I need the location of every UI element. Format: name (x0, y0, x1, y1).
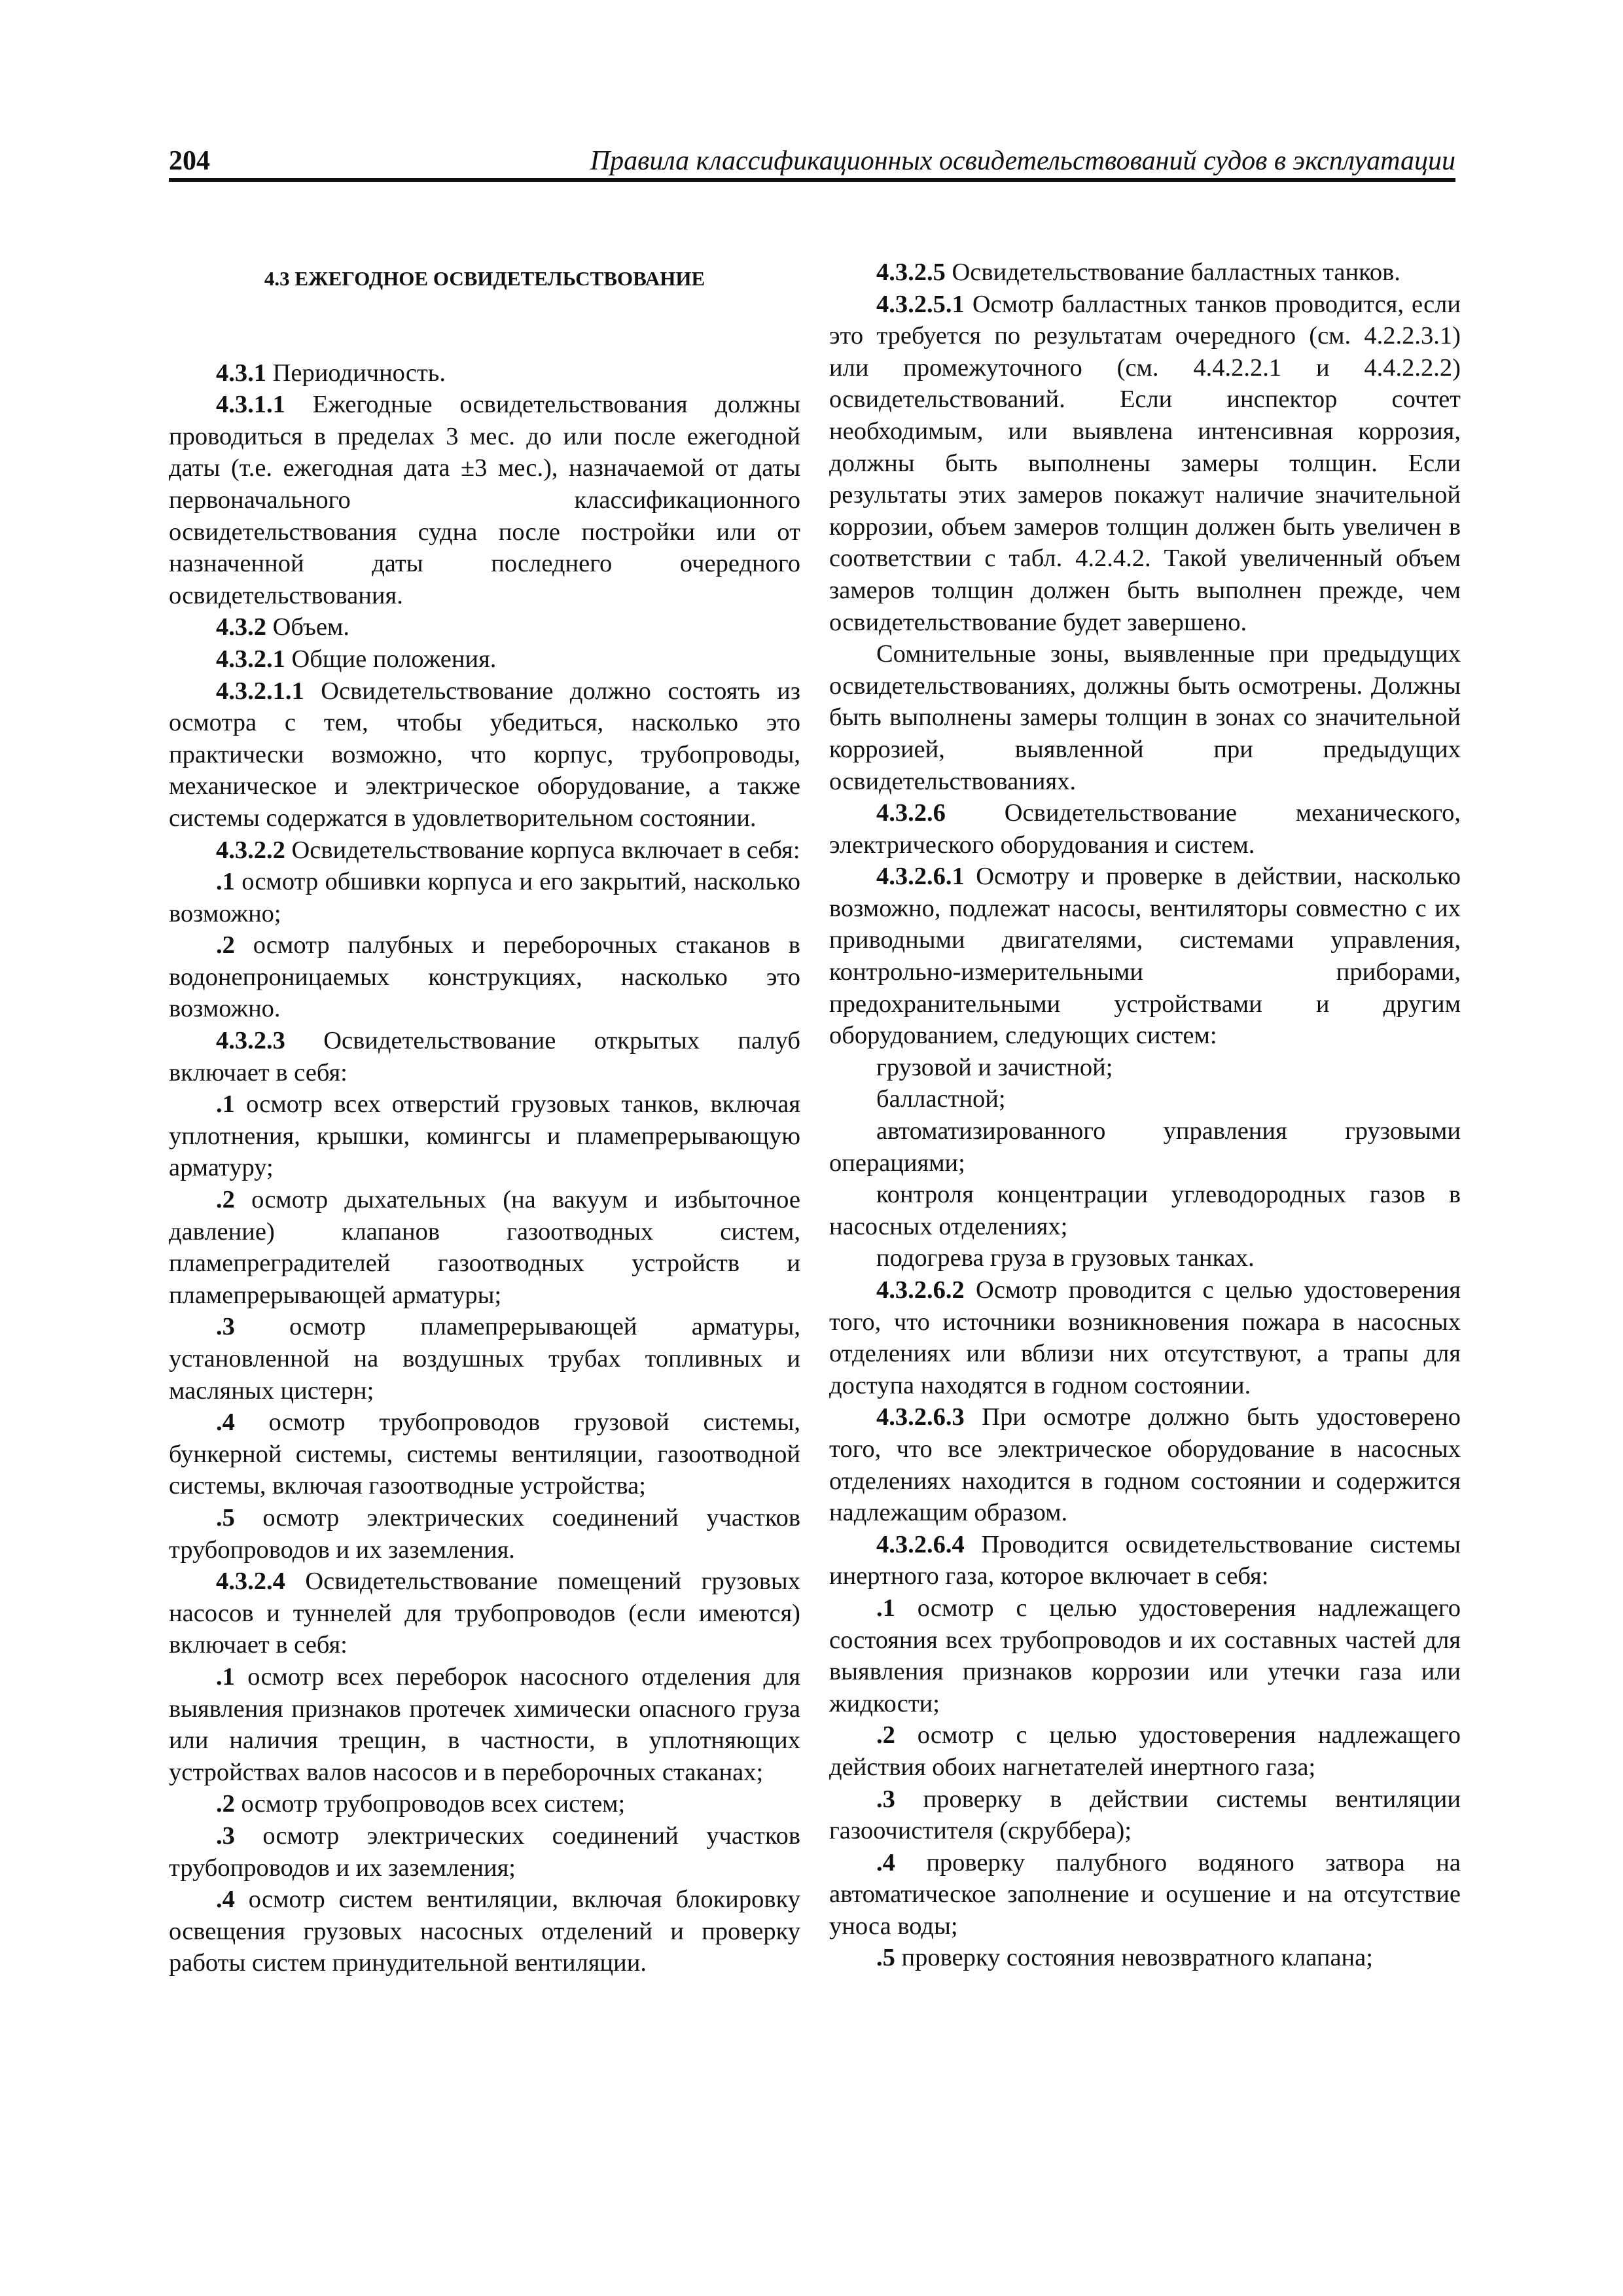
clause-number: .5 (216, 1503, 235, 1532)
clause-number: 4.3.2.5.1 (876, 290, 965, 318)
paragraph (829, 1274, 1461, 1401)
left-column (169, 257, 800, 1979)
page-header (169, 131, 1455, 182)
paragraph (169, 1820, 800, 1884)
paragraph-text: Осмотр балластных танков проводится, если это требуется по результатам очередного (см. 4.2.2.3.1) или промежуточного (см. 4.4.2.2.1 и 4.4.2.2.2) освидетельствований. Если инспектор сочтет необходимым, или выявлена интенсивная коррозия, должны быть выполнены замеры толщин. Если результаты этих замеров покажут наличие значительной коррозии, объем замеров толщин должен быть увеличен в соответствии с табл. 4.2.4.2. Такой увеличенный объем замеров толщин должен быть выполнен прежде, чем освидетельствование будет завершено. (829, 290, 1461, 636)
page-number: 204 (169, 146, 210, 176)
paragraph (829, 1083, 1461, 1115)
paragraph-text: Освидетельствование открытых палуб включает в себя: (169, 1027, 800, 1086)
paragraph-text: автоматизированного управления грузовыми операциями; (829, 1117, 1461, 1177)
paragraph-text: осмотр электрических соединений участков трубопроводов и их заземления; (169, 1821, 800, 1882)
paragraph-text: осмотр всех отверстий грузовых танков, включая уплотнения, крышки, комингсы и пламепрерывающую арматуру; (169, 1090, 800, 1182)
paragraph-text: осмотр с целью удостоверения надлежащего действия обоих нагнетателей инертного газа; (829, 1721, 1461, 1781)
paragraph-text: Осмотру и проверке в действии, насколько возможно, подлежат насосы, вентиляторы совместно с их приводными двигателями, системами управления, контрольно-измерительными приборами, предохранительными устройствами и другим оборудованием, следующих систем: (829, 863, 1461, 1050)
paragraph-text: грузовой и зачистной; (876, 1053, 1113, 1081)
paragraph-text: проверку в действии системы вентиляции газоочистителя (скруббера); (829, 1785, 1461, 1845)
clause-number: .3 (876, 1785, 895, 1813)
paragraph-text: осмотр электрических соединений участков трубопроводов и их заземления. (169, 1503, 800, 1564)
clause-number: 4.3.2 (216, 613, 266, 641)
paragraph (829, 289, 1461, 639)
clause-number: 4.3.2.6.3 (876, 1403, 965, 1431)
clause-number: 4.3.2.5 (876, 259, 946, 286)
clause-number: .4 (216, 1408, 235, 1437)
paragraph-text: осмотр трубопроводов грузовой системы, бункерной системы, системы вентиляции, газоотводной системы, включая газоотводные устройства; (169, 1408, 800, 1500)
paragraph (829, 638, 1461, 797)
running-title: Правила классификационных освидетельствований судов в эксплуатации (590, 146, 1455, 176)
paragraph (169, 357, 800, 389)
clause-number: 4.3.2.1 (216, 645, 285, 673)
paragraph-text: осмотр всех переборок насосного отделения для выявления признаков протечек химически опасного груза или наличия трещин, в частности, в уплотняющих устройствах валов насосов и в переборочных стаканах; (169, 1662, 800, 1786)
paragraph (169, 929, 800, 1025)
paragraph-text: осмотр обшивки корпуса и его закрытий, насколько возможно; (169, 868, 800, 927)
paragraph (169, 1088, 800, 1184)
clause-number: 4.3.1.1 (216, 391, 285, 419)
paragraph (829, 1052, 1461, 1084)
paragraph-text: Осмотр проводится с целью удостоверения того, что источники возникновения пожара в насосных отделениях или вблизи них отсутствуют, а трапы для доступа находятся в годном состоянии. (829, 1276, 1461, 1399)
paragraph-text: Освидетельствование механического, электрического оборудования и систем. (829, 799, 1461, 859)
paragraph-text: Сомнительные зоны, выявленные при предыдущих освидетельствованиях, должны быть осмотрены. Должны быть выполнены замеры толщин в зонах со значительной коррозией, выявленной при предыдущих освидетельствованиях. (829, 640, 1461, 795)
paragraph-text: При осмотре должно быть удостоверено того, что все электрическое оборудование в насосных отделениях находится в годном состоянии и содержится надлежащим образом. (829, 1403, 1461, 1527)
paragraph (829, 797, 1461, 861)
paragraph-text: Освидетельствование должно состоять из осмотра с тем, чтобы убедиться, насколько это практически возможно, что корпус, трубопроводы, механическое и электрическое оборудование, а также системы содержатся в удовлетворительном состоянии. (169, 677, 800, 832)
clause-number: .2 (216, 1186, 235, 1214)
clause-number: .2 (876, 1721, 895, 1749)
clause-number: .2 (216, 1790, 235, 1818)
paragraph-text: Освидетельствование корпуса включает в себя: (285, 836, 800, 864)
section-heading (169, 263, 800, 295)
paragraph-text: Общие положения. (285, 645, 497, 673)
clause-number: .3 (216, 1821, 235, 1850)
paragraph-text: осмотр палубных и переборочных стаканов в водонепроницаемых конструкциях, насколько это возможно. (169, 931, 800, 1023)
paragraph-text: проверку состояния невозвратного клапана; (895, 1944, 1373, 1972)
paragraph (829, 257, 1461, 289)
paragraph (829, 1784, 1461, 1847)
paragraph-text: Объем. (266, 613, 350, 641)
clause-number: 4.3.2.6.2 (876, 1276, 965, 1304)
paragraph (829, 1179, 1461, 1242)
header-rule (169, 178, 1455, 182)
clause-number: 4.3.2.3 (216, 1027, 285, 1055)
clause-number: .4 (216, 1886, 235, 1914)
clause-number: 4.3.1 (216, 359, 266, 387)
paragraph (169, 389, 800, 611)
paragraph (169, 1661, 800, 1788)
paragraph (829, 1592, 1461, 1719)
paragraph (169, 1884, 800, 1979)
paragraph-text: Освидетельствование балластных танков. (945, 259, 1400, 286)
paragraph-text: балластной; (876, 1085, 1006, 1113)
paragraph-text: подогрева груза в грузовых танках. (876, 1244, 1255, 1272)
clause-number: 4.3.2.4 (216, 1568, 285, 1596)
clause-number: .1 (876, 1594, 895, 1622)
clause-number: .3 (216, 1313, 235, 1341)
paragraph (169, 834, 800, 867)
paragraph (169, 1184, 800, 1311)
paragraph (829, 861, 1461, 1052)
paragraph-text: контроля концентрации углеводородных газов в насосных отделениях; (829, 1181, 1461, 1240)
paragraph-text: проверку палубного водяного затвора на автоматическое заполнение и осушение и на отсутствие уноса воды; (829, 1848, 1461, 1940)
paragraph (829, 1115, 1461, 1179)
clause-number: 4.3.2.6 (876, 799, 946, 827)
paragraph-text: Проводится освидетельствование системы инертного газа, которое включает в себя: (829, 1530, 1461, 1590)
clause-number: 4.3.2.6.4 (876, 1530, 965, 1558)
clause-number: .2 (216, 931, 235, 960)
paragraph-text: Освидетельствование помещений грузовых насосов и туннелей для трубопроводов (если имеются) включает в себя: (169, 1568, 800, 1659)
paragraph (169, 1502, 800, 1566)
paragraph-text: осмотр с целью удостоверения надлежащего состояния всех трубопроводов и их составных частей для выявления признаков коррозии или утечки газа или жидкости; (829, 1594, 1461, 1717)
paragraph (169, 1566, 800, 1661)
paragraph-text: осмотр трубопроводов всех систем; (234, 1790, 626, 1818)
paragraph-text: осмотр пламепрерывающей арматуры, установленной на воздушных трубах топливных и масляных цистерн; (169, 1313, 800, 1405)
paragraph (169, 1407, 800, 1502)
clause-number: 4.3.2.2 (216, 836, 285, 864)
paragraph-text: 4.3 ЕЖЕГОДНОЕ ОСВИДЕТЕЛЬСТВОВАНИЕ (264, 267, 705, 290)
clause-number: 4.3.2.6.1 (876, 863, 965, 891)
clause-number: .5 (876, 1944, 895, 1972)
paragraph (169, 866, 800, 929)
clause-number: .1 (216, 868, 235, 896)
paragraph-text: Ежегодные освидетельствования должны проводиться в пределах 3 мес. до или после ежегодной даты (т.е. ежегодная дата ±3 мес.), назначаемой от даты первоначального классификационного освидетельствования судна после постройки или от назначенной даты последнего очередного освидетельствования. (169, 391, 800, 609)
paragraph (169, 1788, 800, 1820)
paragraph (829, 1847, 1461, 1943)
paragraph (169, 611, 800, 643)
paragraph-text: осмотр дыхательных (на вакуум и избыточное давление) клапанов газоотводных систем, пламепреградителей газоотводных устройств и пламепрерывающей арматуры; (169, 1186, 800, 1309)
paragraph (829, 1942, 1461, 1974)
paragraph (169, 1311, 800, 1407)
paragraph (829, 1529, 1461, 1592)
paragraph (169, 675, 800, 834)
paragraph (829, 1719, 1461, 1783)
paragraph (829, 1242, 1461, 1274)
paragraph-text: Периодичность. (266, 359, 446, 387)
clause-number: 4.3.2.1.1 (216, 677, 304, 705)
paragraph (169, 1025, 800, 1088)
clause-number: .4 (876, 1848, 895, 1876)
paragraph (169, 643, 800, 675)
right-column (829, 257, 1461, 1974)
clause-number: .1 (216, 1090, 235, 1119)
paragraph-text: осмотр систем вентиляции, включая блокировку освещения грузовых насосных отделений и проверку работы систем принудительной вентиляции. (169, 1886, 800, 1977)
clause-number: .1 (216, 1662, 235, 1691)
paragraph (829, 1401, 1461, 1528)
